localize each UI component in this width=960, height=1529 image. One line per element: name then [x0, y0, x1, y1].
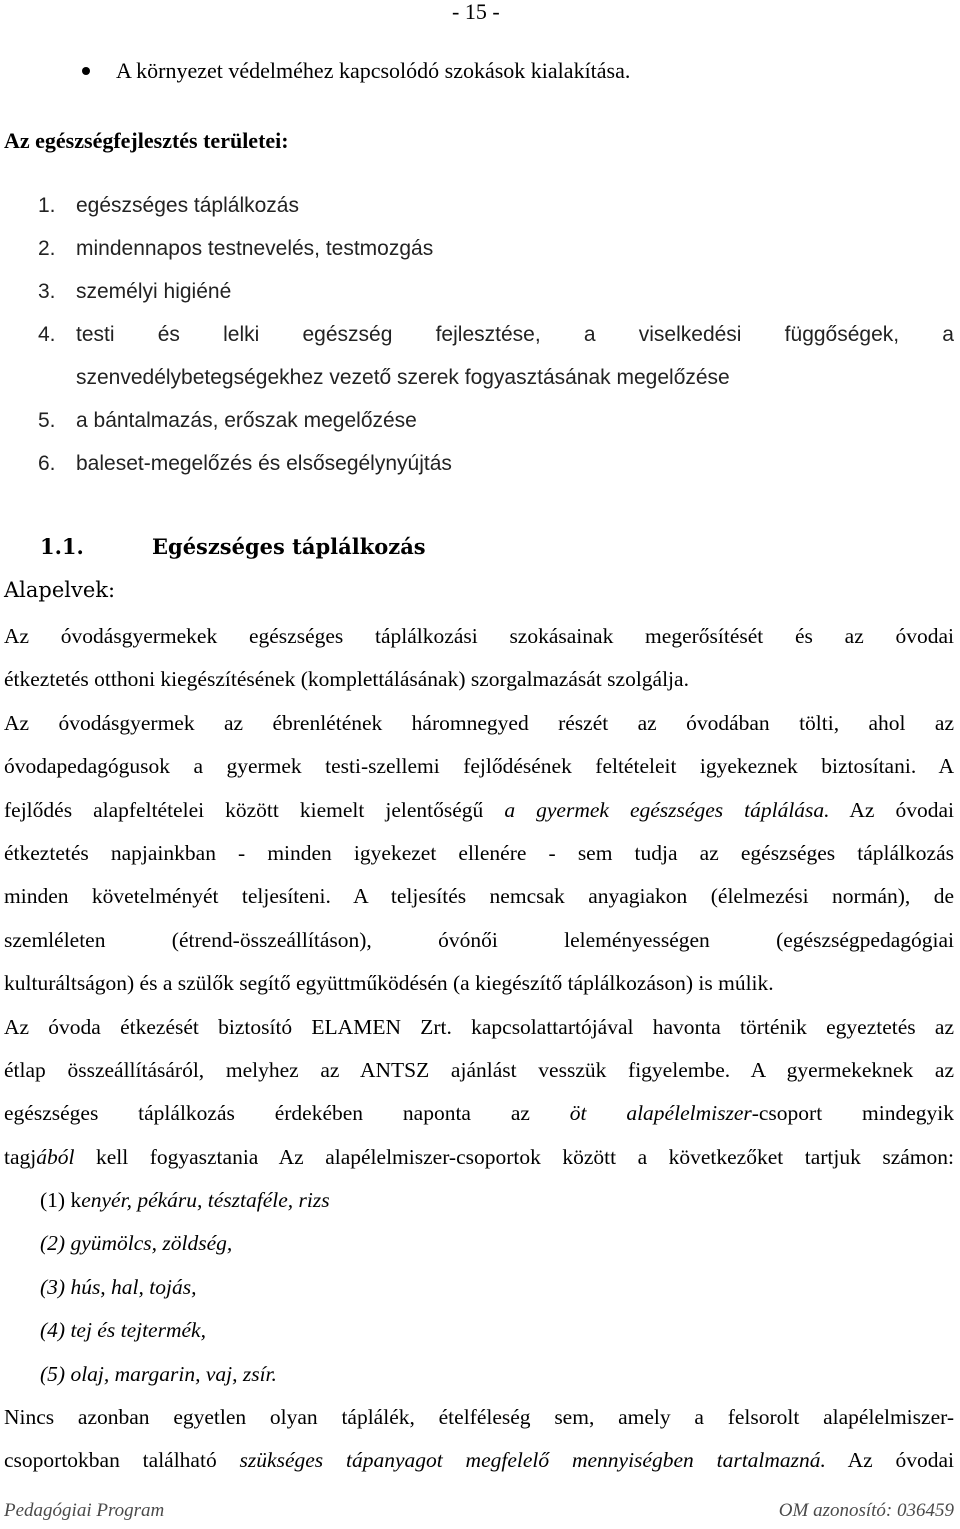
text-line: kulturáltságon) és a szülők segítő együttműködésén (a kiegészítő táplálkozáson) is múlik. [4, 971, 774, 996]
list-item: 6. baleset-megelőzés és elsősegélynyújtás [38, 451, 452, 475]
footer-left: Pedagógiai Program [4, 1500, 165, 1521]
text-line: szemléleten (étrend-összeállításon), óvónői leleményességen (egészségpedagógiai [4, 927, 954, 952]
text-line: Az óvodásgyermekek egészséges táplálkozási szokásainak megerősítését és az óvodai [4, 624, 954, 648]
areas-list [38, 184, 954, 485]
section-number: 1.1. [40, 534, 84, 559]
section-heading [40, 534, 426, 559]
food-group-item: (3) hús, hal, tojás, [40, 1274, 197, 1299]
list-item: 4. testi és lelki egészség fejlesztése, a viselkedési függőségek, a [38, 322, 954, 346]
text-line: Az óvoda étkezését biztosító ELAMEN Zrt. kapcsolattartójával havonta történik egyeztetés az [4, 1014, 954, 1039]
list-item: 5. a bántalmazás, erőszak megelőzése [38, 408, 417, 432]
areas-heading: Az egészségfejlesztés területei: [4, 128, 289, 153]
food-group-item: (4) tej és tejtermék, [40, 1318, 206, 1343]
text-line: étlap összeállításáról, melyhez az ANTSZ ajánlást vesszük figyelembe. A gyermekeknek az [4, 1057, 954, 1082]
text-line: Az óvodásgyermek az ébrenlétének háromnegyed részét az óvodában tölti, ahol az [4, 710, 954, 735]
text-line: minden követelményét teljesíteni. A teljesítés nemcsak anyagiakon (élelmezési normán), de [4, 884, 954, 909]
text-line: étkeztetés napjainkban - minden igyekezet ellenére - sem tudja az egészséges táplálkozás [4, 840, 954, 865]
list-item-continuation: szenvedélybetegségekhez vezető szerek fogyasztásának megelőzése [76, 366, 730, 389]
bullet-item: A környezet védelméhez kapcsolódó szokások kialakítása. [82, 58, 630, 84]
text-line: csoportokban található szükséges tápanyagot megfelelő mennyiségben tartalmazná. Az óvodai [4, 1448, 954, 1473]
text-line: egészséges táplálkozás érdekében naponta az öt alapélelmiszer-csoport mindegyik [4, 1101, 954, 1126]
food-group-item: (1) kenyér, pékáru, tésztaféle, rizs [40, 1188, 330, 1213]
list-item: 1. egészséges táplálkozás [38, 193, 299, 217]
text-line: fejlődés alapfeltételei között kiemelt jelentőségű a gyermek egészséges táplálása. Az óvodai [4, 797, 954, 822]
text-line: óvodapedagógusok a gyermek testi-szellemi fejlődésének feltételeit igyekeznek biztosítani. A [4, 754, 954, 779]
footer-right: OM azonosító: 036459 [778, 1500, 954, 1521]
text-line: tagjából kell fogyasztania Az alapélelmiszer-csoportok között a következőket tartjuk számon: [4, 1144, 954, 1169]
principles-label: Alapelvek: [4, 578, 116, 602]
section-title: Egészséges táplálkozás [152, 534, 426, 559]
page-number: - 15 - [452, 0, 500, 24]
body-text [4, 615, 954, 1483]
food-group-item: (5) olaj, margarin, vaj, zsír. [40, 1361, 277, 1386]
list-item: 3. személyi higiéné [38, 279, 232, 303]
bullet-icon [82, 67, 90, 75]
text-line: Nincs azonban egyetlen olyan táplálék, ételféleség sem, amely a felsorolt alapélelmiszer- [4, 1405, 954, 1430]
text-line: étkeztetés otthoni kiegészítésének (komplettálásának) szorgalmazását szolgálja. [4, 667, 689, 692]
list-item: 2. mindennapos testnevelés, testmozgás [38, 236, 434, 260]
food-group-item: (2) gyümölcs, zöldség, [40, 1231, 233, 1256]
